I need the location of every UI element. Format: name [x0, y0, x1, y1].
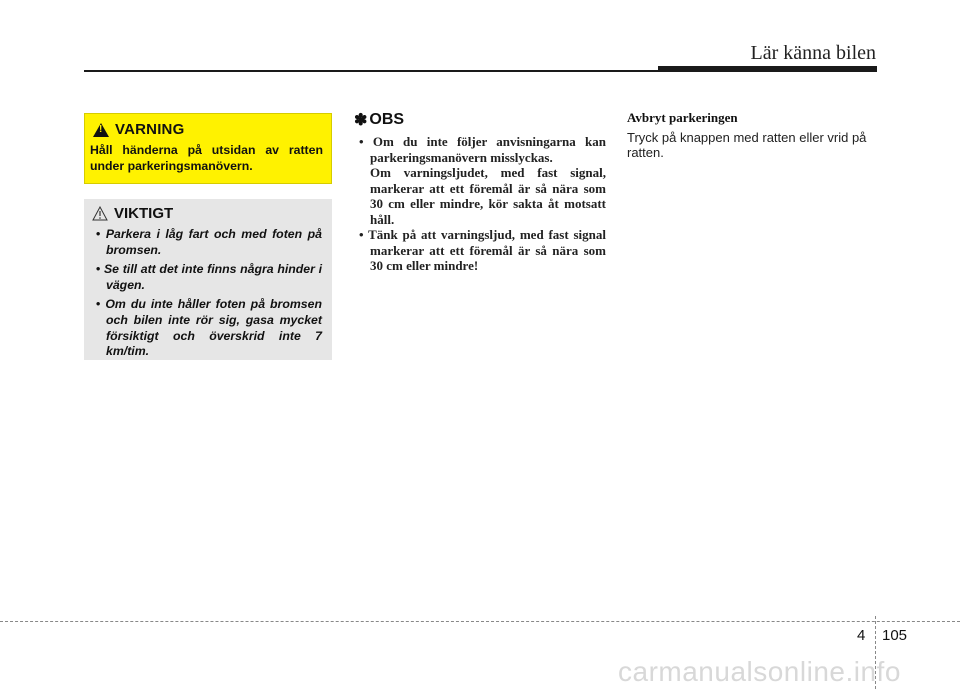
cancel-parking-section: [627, 110, 879, 160]
caution-triangle-icon: [92, 206, 108, 221]
caution-item: • Parkera i låg fart och med foten på bromsen.: [92, 227, 322, 258]
obs-section: [354, 110, 606, 274]
header-rule: [84, 70, 660, 72]
chapter-number: 4: [857, 627, 866, 644]
warning-title: VARNING: [115, 121, 185, 138]
warning-header: [93, 121, 323, 138]
obs-heading: [354, 110, 606, 130]
obs-item-text: Om du inte följer anvisningarna kan parkeringsmanövern misslyckas.: [370, 134, 606, 165]
page-header-title: Lär känna bilen: [750, 42, 876, 64]
caution-header: [92, 205, 322, 222]
obs-item: [354, 227, 606, 274]
asterisk-icon: ✽: [354, 112, 368, 129]
caution-item: • Se till att det inte finns några hinder i vägen.: [92, 262, 322, 293]
section-heading: Avbryt parkeringen: [627, 110, 738, 125]
caution-box: [84, 199, 332, 360]
obs-item-text: Om varningsljudet, med fast signal, markerar att ett föremål är så nära som 30 cm eller mindre, kör sakta åt motsatt håll.: [370, 165, 606, 227]
warning-box: [84, 113, 332, 184]
caution-item: • Om du inte håller foten på bromsen och bilen inte rör sig, gasa mycket försiktigt och överskrid inte 7 km/tim.: [92, 297, 322, 359]
header-rule-accent: [658, 66, 877, 72]
obs-item-text: Tänk på att varningsljud, med fast signal markerar att ett föremål är så nära som 30 cm eller mindre!: [368, 227, 606, 273]
section-text: Tryck på knappen med ratten eller vrid på ratten.: [627, 130, 867, 160]
obs-title: OBS: [369, 111, 405, 128]
caution-title: VIKTIGT: [114, 205, 174, 222]
obs-item: [354, 134, 606, 227]
page-number: 105: [882, 627, 908, 644]
footer-rule: [0, 621, 960, 622]
caution-list: [92, 227, 322, 360]
warning-triangle-icon: [93, 123, 109, 137]
watermark: carmanualsonline.info: [618, 656, 901, 687]
obs-list: [354, 134, 606, 274]
warning-text: Håll händerna på utsidan av ratten under parkeringsmanövern.: [90, 143, 323, 173]
